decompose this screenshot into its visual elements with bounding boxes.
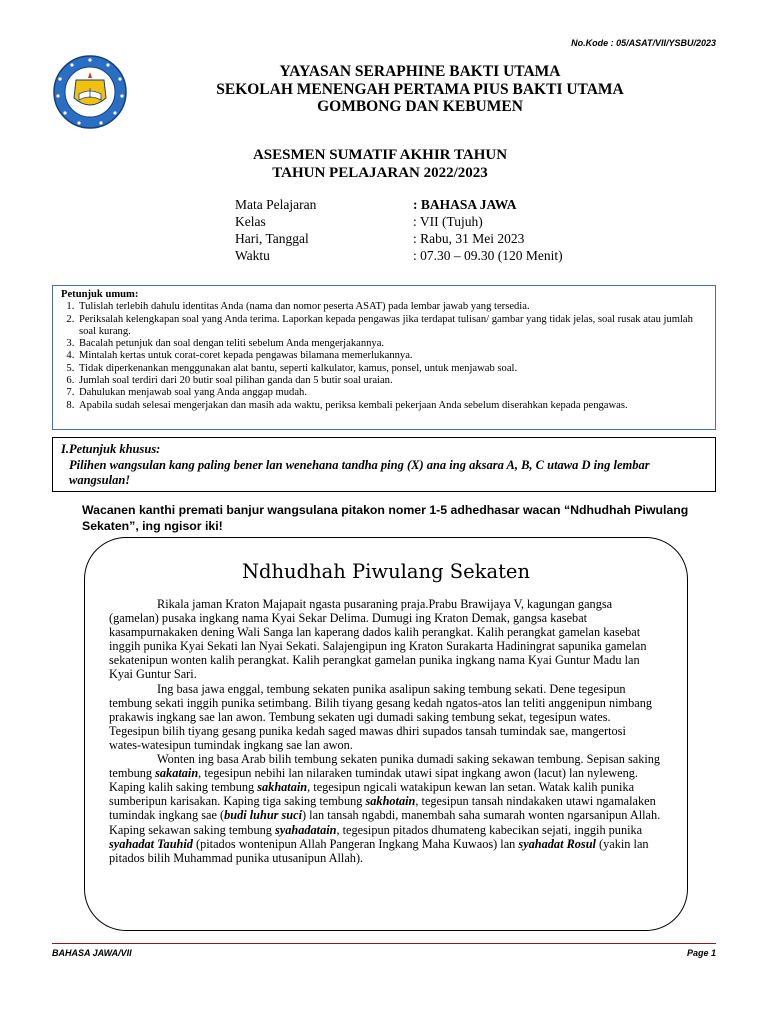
- page-number: Page 1: [686, 948, 716, 958]
- reading-paragraph-3: Wonten ing basa Arab bilih tembung sekaten punika dumadi saking sekawan tembung. Sepisan saking tembung sakatain, tegesipun nebihi lan nilaraken tumindak utawi sipat ingkang awon (lacut) lan nyleweng. Kaping kalih saking tembung sakhatain, tegesipun ngicali watakipun kewan lan setan. Watak kalih punika sumberipun karisakan. Kaping tiga saking tembung sakhotain, tegesipun tansah nindakaken utawi ngamalaken tumindak ingkang sae (budi luhur suci) lan tansah ngabdi, manembah saha sumarah wonten ngarsanipun Allah. Kaping sekawan saking tembung syahadatain, tegesipun pitados dhumateng kabecikan sejati, inggih punika syahadat Tauhid (pitados wontenipun Allah Pangeran Ingkang Maha Kuwaos) lan syahadat Rosul (yakin lan pitados bilih Muhammad punika utusanipun Allah).: [109, 752, 661, 865]
- reading-intro: Wacanen kanthi premati banjur wangsulana pitakon nomer 1-5 adhedhasar wacan “Ndhudhah Piwulang Sekaten”, ing ngisor iki!: [82, 503, 689, 533]
- info-label: Mata Pelajaran: [235, 197, 317, 212]
- term-sakatain: sakatain: [155, 766, 199, 781]
- general-instructions-list: [61, 301, 707, 412]
- general-instructions-heading: Petunjuk umum:: [61, 289, 139, 300]
- info-value: : VII (Tujuh): [413, 214, 483, 229]
- footer-subject: BAHASA JAWA/VII: [52, 948, 132, 958]
- list-item: 2. Periksalah kelengkapan soal yang Anda terima. Laporkan kepada pengawas jika terdapat tulisan/ gambar yang tidak jelas, soal rusak atau jumlah soal kurang.: [77, 314, 707, 339]
- list-item: 7. Dahulukan menjawab soal yang Anda anggap mudah.: [77, 387, 707, 399]
- info-label: Kelas: [235, 214, 266, 229]
- term-syahadat-rosul: syahadat Rosul: [518, 836, 596, 851]
- reading-text: [109, 597, 661, 865]
- list-item: 5. Tidak diperkenankan menggunakan alat bantu, seperti kalkulator, kamus, ponsel, untuk menjawab soal.: [77, 363, 707, 375]
- info-label: Waktu: [235, 248, 270, 263]
- term-budi-luhur: budi luhur suci: [224, 808, 303, 823]
- list-item: 4. Mintalah kertas untuk corat-coret kepada pengawas bilamana memerlukannya.: [77, 350, 707, 362]
- list-item: 1. Tulislah terlebih dahulu identitas Anda (nama dan nomor peserta ASAT) pada lembar jawab yang tersedia.: [77, 301, 707, 313]
- school-location: GOMBONG DAN KEBUMEN: [317, 98, 523, 115]
- list-item: 8. Apabila sudah selesai mengerjakan dan masih ada waktu, periksa kembali pekerjaan Anda sebelum diserahkan kepada pengawas.: [77, 400, 707, 412]
- info-value: : Rabu, 31 Mei 2023: [413, 231, 525, 246]
- reading-paragraph-1: Rikala jaman Kraton Majapait ngasta pusaraning praja.Prabu Brawijaya V, kagungan gangsa (gamelan) pusaka ingkang nama Kyai Sekar Delima. Dumugi ing Kraton Demak, gangsa kasebat kasampurnakaken dening Wali Sanga lan kaperang dados kalih perangkat. Kalih perangkat gamelan kasebat inggih punika Kyai Sekati lan Nyai Sekati. Salajengipun ing Kraton Surakarta Hadiningrat sapunika gamelan sekatenipun wonten kalih perangkat. Kalih perangkat gamelan punika ingkang nama Kyai Guntur Madu lan Kyai Guntur Sari.: [109, 597, 647, 682]
- list-item: 3. Bacalah petunjuk dan soal dengan teliti sebelum Anda mengerjakannya.: [77, 338, 707, 350]
- term-syahadatain: syahadatain: [274, 822, 337, 837]
- exam-title-line2: TAHUN PELAJARAN 2022/2023: [272, 165, 488, 181]
- info-label: Hari, Tanggal: [235, 231, 309, 246]
- exam-title: [180, 146, 580, 182]
- special-instructions-text: Pilihen wangsulan kang paling bener lan wenehana tandha ping (X) ana ing aksara A, B, C utawa D ing lembar wangsulan!: [69, 457, 650, 487]
- special-instructions-box: [52, 437, 716, 492]
- exam-title-line1: ASESMEN SUMATIF AKHIR TAHUN: [252, 147, 508, 163]
- general-instructions-box: [52, 285, 716, 430]
- term-syahadat-tauhid: syahadat Tauhid: [109, 836, 193, 851]
- info-row-subject: [235, 196, 563, 213]
- special-instructions-heading: I.Petunjuk khusus:: [61, 442, 161, 456]
- term-sakhotain: sakhotain: [365, 794, 416, 809]
- info-value: : BAHASA JAWA: [413, 197, 517, 212]
- list-item: 6. Jumlah soal terdiri dari 20 butir soal pilihan ganda dan 5 butir soal uraian.: [77, 375, 707, 387]
- info-value: : 07.30 – 09.30 (120 Menit): [413, 248, 563, 263]
- document-code: No.Kode : 05/ASAT/VII/YSBU/2023: [571, 38, 716, 48]
- school-name: SEKOLAH MENENGAH PERTAMA PIUS BAKTI UTAMA: [216, 80, 624, 98]
- term-sakhatain: sakhatain: [257, 780, 308, 795]
- info-row-time: [235, 247, 563, 264]
- footer-divider: [52, 943, 716, 944]
- reading-paragraph-2: Ing basa jawa enggal, tembung sekaten punika asalipun saking tembung sekati. Dene tegesipun tembung sekati inggih punika setimbang. Bilih tiyang gesang kedah ngatos-atos lan teliti anggenipun nimbang prakawis ingkang sae lan awon. Tembung sekaten ugi dumadi saking tembung sekat, tegesipun wates. Tegesipun bilih tiyang gesang punika kedah saged mawas dhiri supados tansah tumindak sae, mangertosi wates-watesipun tumindak ingkang sae lan awon.: [109, 681, 653, 752]
- exam-info: [235, 196, 563, 264]
- info-row-date: [235, 230, 563, 247]
- school-header: [150, 63, 690, 116]
- info-row-class: [235, 213, 563, 230]
- foundation-name: YAYASAN SERAPHINE BAKTI UTAMA: [279, 63, 561, 80]
- reading-title: Ndhudhah Piwulang Sekaten: [241, 560, 531, 583]
- school-logo-icon: [52, 54, 128, 130]
